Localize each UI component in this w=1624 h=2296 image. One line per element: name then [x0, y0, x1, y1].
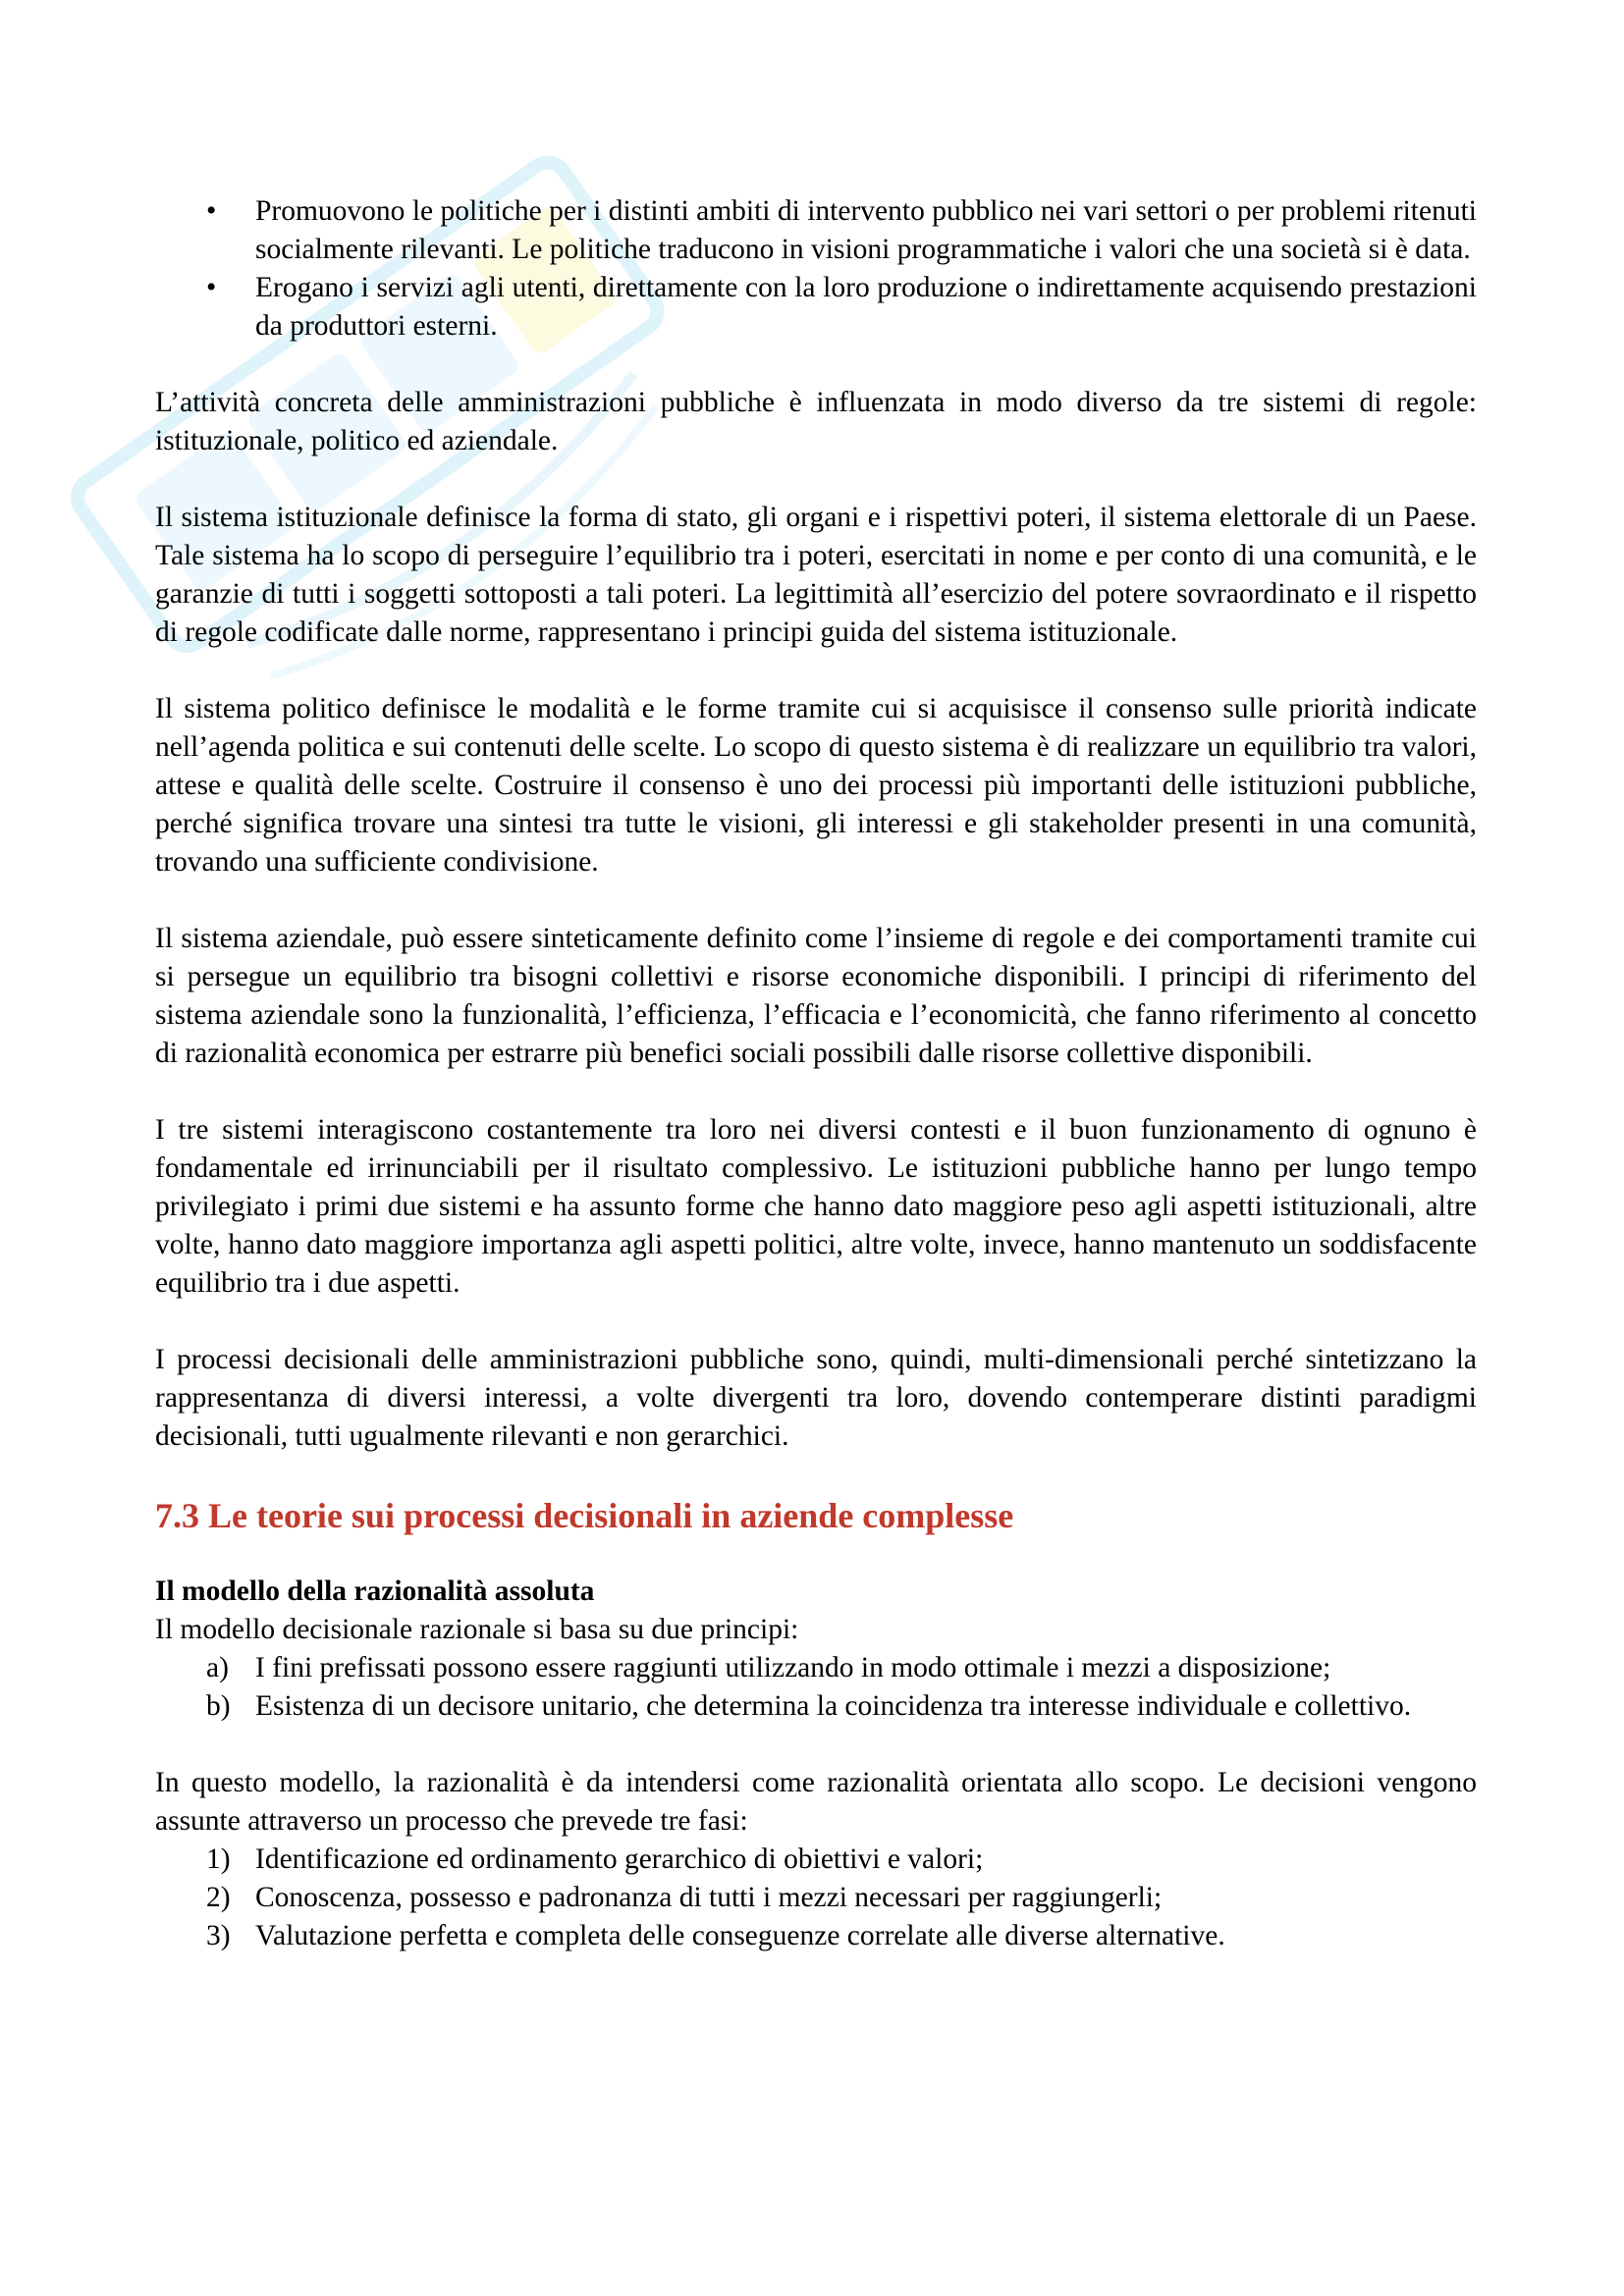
list-marker: 1): [206, 1843, 231, 1875]
paragraph: L’attività concreta delle amministrazioni pubbliche è influenzata in modo diverso da tre sistemi di regole: istituzionale, politico ed aziendale.: [155, 387, 1477, 456]
paragraph: Il sistema istituzionale definisce la forma di stato, gli organi e i rispettivi poteri, il sistema elettorale di un Paese. Tale sistema ha lo scopo di perseguire l’equilibrio tra i poteri, esercitati in nome e per conto di una comunità, e le garanzie di tutti i soggetti sottoposti a tali poteri. La legittimità all’esercizio del potere sovraordinato e il rispetto di regole codificate dalle norme, rappresentano i principi guida del sistema istituzionale.: [155, 502, 1477, 648]
subsection-title: Il modello della razionalità assoluta: [155, 1575, 595, 1607]
principles-list: [155, 1649, 1477, 1726]
list-item: [155, 269, 1477, 346]
paragraph: I tre sistemi interagiscono costantemente tra loro nei diversi contesti e il buon funzionamento di ognuno è fondamentale ed irrinunciabili per il risultato complessivo. Le istituzioni pubbliche hanno per lungo tempo privilegiato i primi due sistemi e ha assunto forme che hanno dato maggiore peso agli aspetti istituzionali, altre volte, hanno dato maggiore importanza agli aspetti politici, altre volte, invece, hanno mantenuto un soddisfacente equilibrio tra i due aspetti.: [155, 1114, 1477, 1299]
list-marker: 2): [206, 1882, 231, 1913]
bullet-icon: •: [206, 272, 217, 303]
paragraph: Il sistema politico definisce le modalità e le forme tramite cui si acquisisce il consenso sulle priorità indicate nell’agenda politica e sui contenuti delle scelte. Lo scopo di questo sistema è di realizzare un equilibrio tra valori, attese e qualità delle scelte. Costruire il consenso è uno dei processi più importanti delle istituzioni pubbliche, perché significa trovare una sintesi tra tutte le visioni, gli interessi e gli stakeholder presenti in una comunità, trovando una sufficiente condivisione.: [155, 693, 1477, 878]
paragraph: I processi decisionali delle amministrazioni pubbliche sono, quindi, multi-dimensionali perché sintetizzano la rappresentanza di diversi interessi, a volte divergenti tra loro, dovendo contemperare distinti paradigmi decisionali, tutti ugualmente rilevanti e non gerarchici.: [155, 1344, 1477, 1452]
document-page: [155, 192, 1477, 1994]
list-item-text: Esistenza di un decisore unitario, che determina la coincidenza tra interesse individuale e collettivo.: [255, 1690, 1412, 1722]
list-item-text: Valutazione perfetta e completa delle conseguenze correlate alle diverse alternative.: [255, 1920, 1225, 1951]
model-intro: Il modello decisionale razionale si basa su due principi:: [155, 1614, 799, 1645]
paragraph: Il sistema aziendale, può essere sinteticamente definito come l’insieme di regole e dei comportamenti tramite cui si persegue un equilibrio tra bisogni collettivi e risorse economiche disponibili. I principi di riferimento del sistema aziendale sono la funzionalità, l’efficienza, l’efficacia e l’economicità, che fanno riferimento al concetto di razionalità economica per estrarre più benefici sociali possibili dalle risorse collettive disponibili.: [155, 923, 1477, 1069]
rationality-text: In questo modello, la razionalità è da intendersi come razionalità orientata allo scopo. Le decisioni vengono assunte attraverso un processo che prevede tre fasi:: [155, 1767, 1477, 1837]
phases-list: [155, 1841, 1477, 1955]
list-item-text: Identificazione ed ordinamento gerarchico di obiettivi e valori;: [255, 1843, 984, 1875]
bullet-list: [155, 192, 1477, 346]
list-item: [155, 1917, 1477, 1955]
bullet-text: Erogano i servizi agli utenti, direttamente con la loro produzione o indirettamente acquisendo prestazioni da produttori esterni.: [255, 272, 1477, 342]
list-marker: 3): [206, 1920, 231, 1951]
list-item: [155, 1687, 1477, 1726]
bullet-icon: •: [206, 195, 217, 227]
list-item-text: Conoscenza, possesso e padronanza di tutti i mezzi necessari per raggiungerli;: [255, 1882, 1163, 1913]
list-marker: b): [206, 1690, 231, 1722]
section-title: 7.3 Le teorie sui processi decisionali in aziende complesse: [155, 1496, 1014, 1535]
list-marker: a): [206, 1652, 229, 1683]
bullet-text: Promuovono le politiche per i distinti ambiti di intervento pubblico nei vari settori o per problemi ritenuti socialmente rilevanti. Le politiche traducono in visioni programmatiche i valori che una società si è data.: [255, 195, 1477, 265]
list-item: [155, 1879, 1477, 1917]
list-item: [155, 1649, 1477, 1687]
list-item-text: I fini prefissati possono essere raggiunti utilizzando in modo ottimale i mezzi a disposizione;: [255, 1652, 1331, 1683]
list-item: [155, 1841, 1477, 1879]
list-item: [155, 192, 1477, 269]
